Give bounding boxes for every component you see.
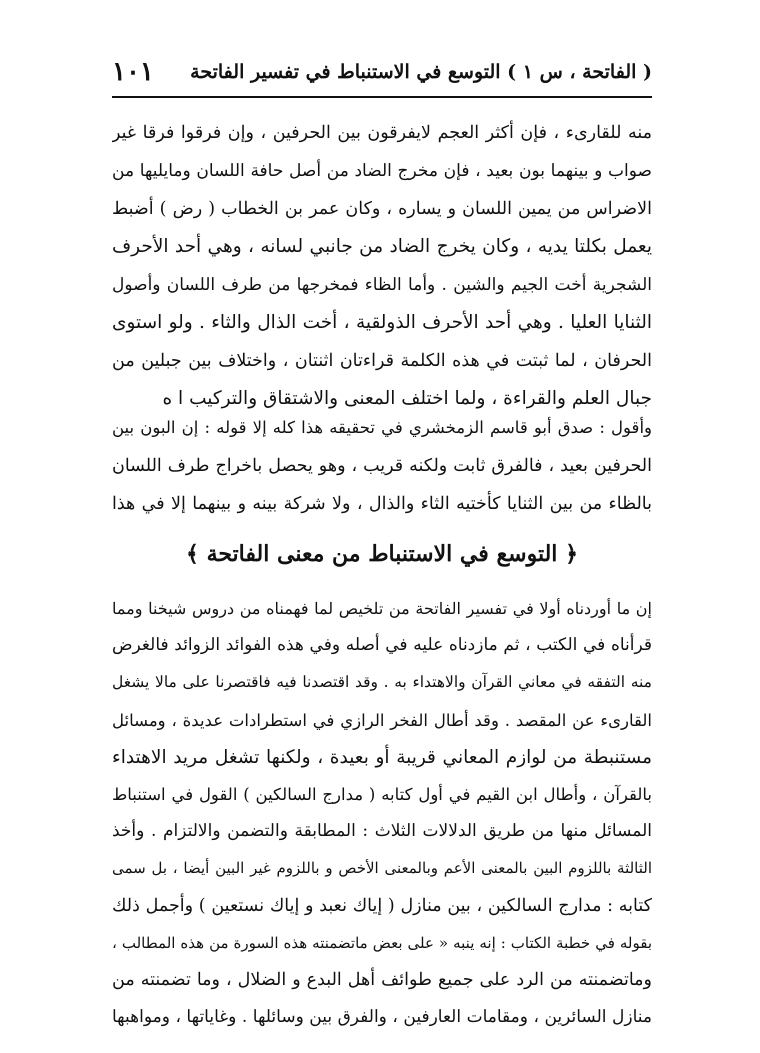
- text-line: منه للقارىء ، فإن أكثر العجم لايفرقون بين الحرفين ، وإن فرقوا فرقا غير: [112, 123, 652, 143]
- text-line: صواب و بينهما بون بعيد ، فإن مخرج الضاد من أصل حافة اللسان ومايليها من: [112, 161, 652, 181]
- text-line: الثنايا العليا . وهي أحد الأحرف الذولقية ، أخت الذال والثاء . ولو استوى: [112, 312, 652, 333]
- text-line: الشجرية أخت الجيم والشين . وأما الظاء فمخرجها من طرف اللسان وأصول: [112, 275, 652, 295]
- text-line: المسائل منها من طريق الدلالات الثلاث : المطابقة والتضمن والالتزام . وأخذ: [112, 821, 652, 842]
- text-line: القارىء عن المقصد . وقد أطال الفخر الرازي في استطرادات عديدة ، ومسائل: [112, 710, 652, 730]
- section-heading: ﴿ التوسع في الاستنباط من معنى الفاتحة ﴾: [186, 541, 578, 567]
- running-header: [112, 52, 652, 92]
- text-line: الاضراس من يمين اللسان و يساره ، وكان عمر بن الخطاب ( رض ) أضبط: [112, 199, 652, 219]
- text-line: الحرفين بعيد ، فالفرق ثابت ولكنه قريب ، وهو يحصل باخراج طرف اللسان: [112, 456, 652, 476]
- text-line: منازل السائرين ، ومقامات العارفين ، والفرق بين وسائلها . وغاياتها ، ومواهبها: [112, 1007, 652, 1028]
- header-title: ( الفاتحة ، س ١ ) التوسع في الاستنباط في تفسير الفاتحة: [190, 61, 652, 83]
- text-line: الحرفان ، لما ثبتت في هذه الكلمة قراءتان اثنتان ، واختلاف بين جبلين من: [112, 351, 652, 371]
- text-line: منه التفقه في معاني القرآن والاهتداء به . وقد اقتصدنا فيه فاقتصرنا على مالا يشغل: [112, 673, 652, 692]
- paragraph-3: [112, 590, 652, 1036]
- page-number: ١٠١: [112, 57, 154, 87]
- text-line: جبال العلم والقراءة ، ولما اختلف المعنى والاشتقاق والتركيب ا ه: [162, 388, 652, 409]
- text-line: وأقول : صدق أبو قاسم الزمخشري في تحقيقه هذا كله إلا قوله : إن البون بين: [112, 418, 652, 437]
- text-line: وماتضمنته من الرد على جميع طوائف أهل البدع و الضلال ، وما تضمنته من: [112, 969, 652, 990]
- text-line: بالقرآن ، وأطال ابن القيم في أول كتابه ( مدارج السالكين ) القول في استنباط: [112, 784, 652, 804]
- text-line: قرأناه في الكتب ، ثم مازدناه عليه في أصله وفي هذه الفوائد الزوائد فالغرض: [112, 635, 652, 656]
- text-line: بالظاء من بين الثنايا كأختيه الثاء والذال ، ولا شركة بينه و بينهما إلا في هذا: [112, 494, 652, 514]
- text-line: مستنبطة من لوازم المعاني قريبة أو بعيدة ، ولكنها تشغل مريد الاهتداء: [112, 746, 652, 768]
- text-line: بقوله في خطبة الكتاب : إنه ينبه « على بعض ماتضمنته هذه السورة من هذه المطالب ،: [112, 933, 652, 952]
- text-line: كتابه : مدارج السالكين ، بين منازل ( إياك نعبد و إياك نستعين ) وأجمل ذلك: [112, 895, 652, 916]
- header-rule: [112, 96, 652, 98]
- text-line: الثالثة باللزوم البين بالمعنى الأعم وبالمعنى الأخص و باللزوم غير البين أيضا ، بل سمى: [112, 859, 652, 878]
- paragraph-1: [112, 114, 652, 418]
- paragraph-2: [112, 409, 652, 523]
- text-line: إن ما أوردناه أولا في تفسير الفاتحة من تلخيص لما فهمناه من دروس شيخنا ومما: [112, 599, 652, 618]
- text-line: يعمل بكلتا يديه ، وكان يخرج الضاد من جانبي لسانه ، وهي أحد الأحرف: [112, 236, 652, 257]
